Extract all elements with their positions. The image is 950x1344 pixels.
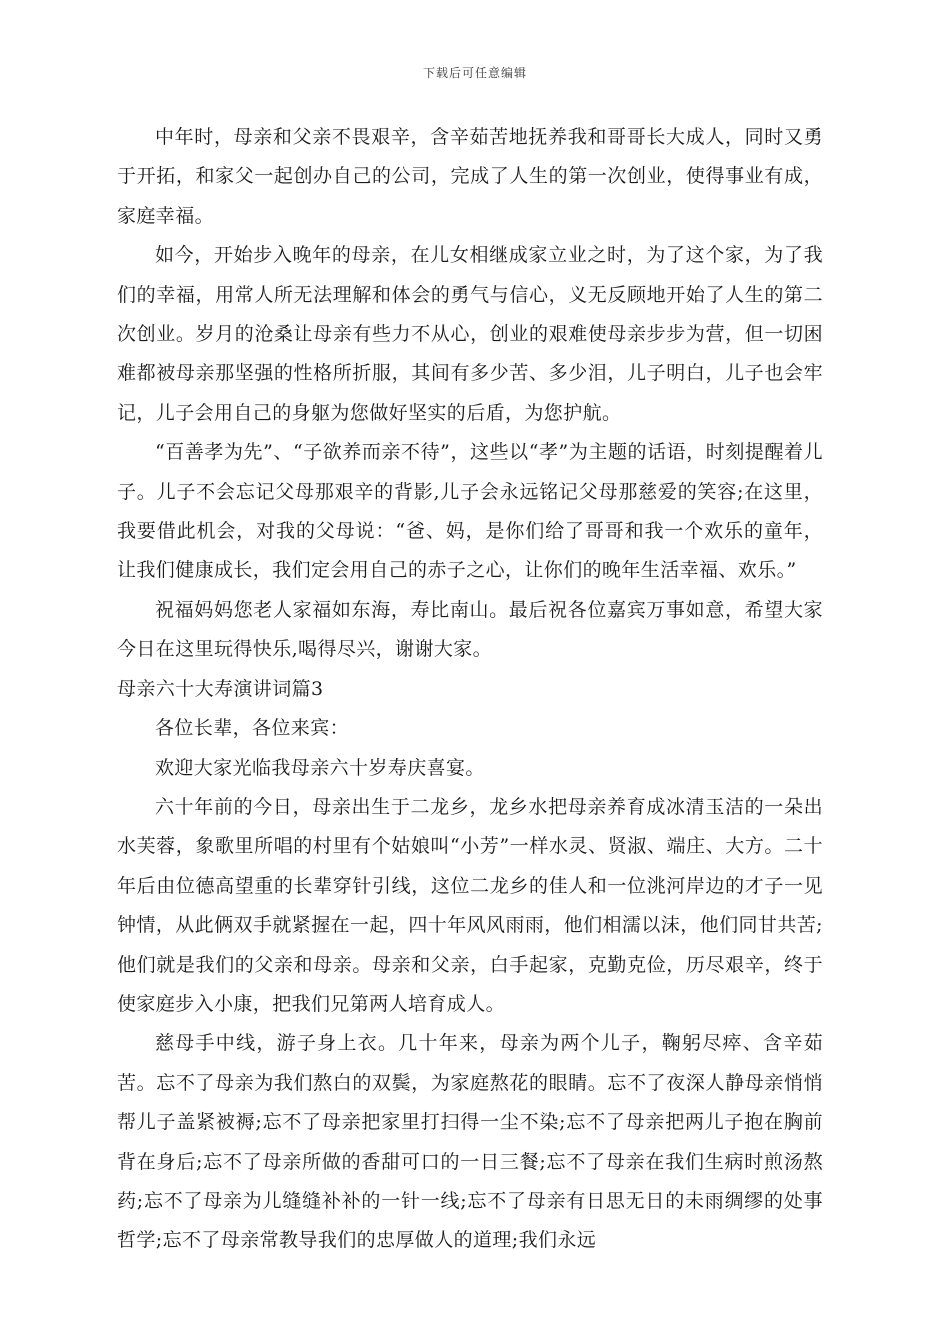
greeting-line: 各位长辈，各位来宾： <box>155 717 350 740</box>
paragraph: 中年时，母亲和父亲不畏艰辛，含辛茹苦地抚养我和哥哥长大成人，同时又勇于开拓，和家父一起创办自己的公司，完成了人生的第一次创业，使得事业有成，家庭幸福。 <box>117 126 823 227</box>
section-title: 母亲六十大寿演讲词篇3 <box>117 677 324 700</box>
paragraph: “百善孝为先”、“子欲养而亲不待”，这些以“孝”为主题的话语，时刻提醒着儿子。儿子不会忘记父母那艰辛的背影,儿子会永远铭记父母那慈爱的笑容;在这里，我要借此机会，对我的父母说：“爸、妈，是你们给了哥哥和我一个欢乐的童年，让我们健康成长，我们定会用自己的赤子之心，让你们的晚年生活幸福、欢乐。” <box>117 441 823 582</box>
welcome-line: 欢迎大家光临我母亲六十岁寿庆喜宴。 <box>155 756 485 779</box>
paragraph: 如今，开始步入晚年的母亲，在儿女相继成家立业之时，为了这个家，为了我们的幸福，用常人所无法理解和体会的勇气与信心，义无反顾地开始了人生的第二次创业。岁月的沧桑让母亲有些力不从心，创业的艰难使母亲步步为营，但一切困难都被母亲那坚强的性格所折服，其间有多少苦、多少泪，儿子明白，儿子也会牢记，儿子会用自己的身躯为您做好坚实的后盾，为您护航。 <box>117 244 823 424</box>
document-body <box>117 118 823 1261</box>
paragraph: 祝福妈妈您老人家福如东海，寿比南山。最后祝各位嘉宾万事如意，希望大家今日在这里玩得快乐,喝得尽兴，谢谢大家。 <box>117 598 823 661</box>
page-header-note: 下载后可任意编辑 <box>422 66 527 80</box>
paragraph: 慈母手中线，游子身上衣。几十年来，母亲为两个儿子，鞠躬尽瘁、含辛茹苦。忘不了母亲为我们熬白的双鬓，为家庭熬花的眼睛。忘不了夜深人静母亲悄悄帮儿子盖紧被褥;忘不了母亲把家里打扫得一尘不染;忘不了母亲把两儿子抱在胸前背在身后;忘不了母亲所做的香甜可口的一日三餐;忘不了母亲在我们生病时煎汤熬药;忘不了母亲为儿缝缝补补的一针一线;忘不了母亲有日思无日的未雨绸缪的处事哲学;忘不了母亲常教导我们的忠厚做人的道理;我们永远 <box>117 1032 823 1252</box>
paragraph: 六十年前的今日，母亲出生于二龙乡，龙乡水把母亲养育成冰清玉洁的一朵出水芙蓉，象歌里所唱的村里有个姑娘叫“小芳”一样水灵、贤淑、端庄、大方。二十年后由位德高望重的长辈穿针引线，这位二龙乡的佳人和一位洮河岸边的才子一见钟情，从此俩双手就紧握在一起，四十年风风雨雨，他们相濡以沫，他们同甘共苦;他们就是我们的父亲和母亲。母亲和父亲，白手起家，克勤克俭，历尽艰辛，终于使家庭步入小康，把我们兄第两人培育成人。 <box>117 795 823 1015</box>
